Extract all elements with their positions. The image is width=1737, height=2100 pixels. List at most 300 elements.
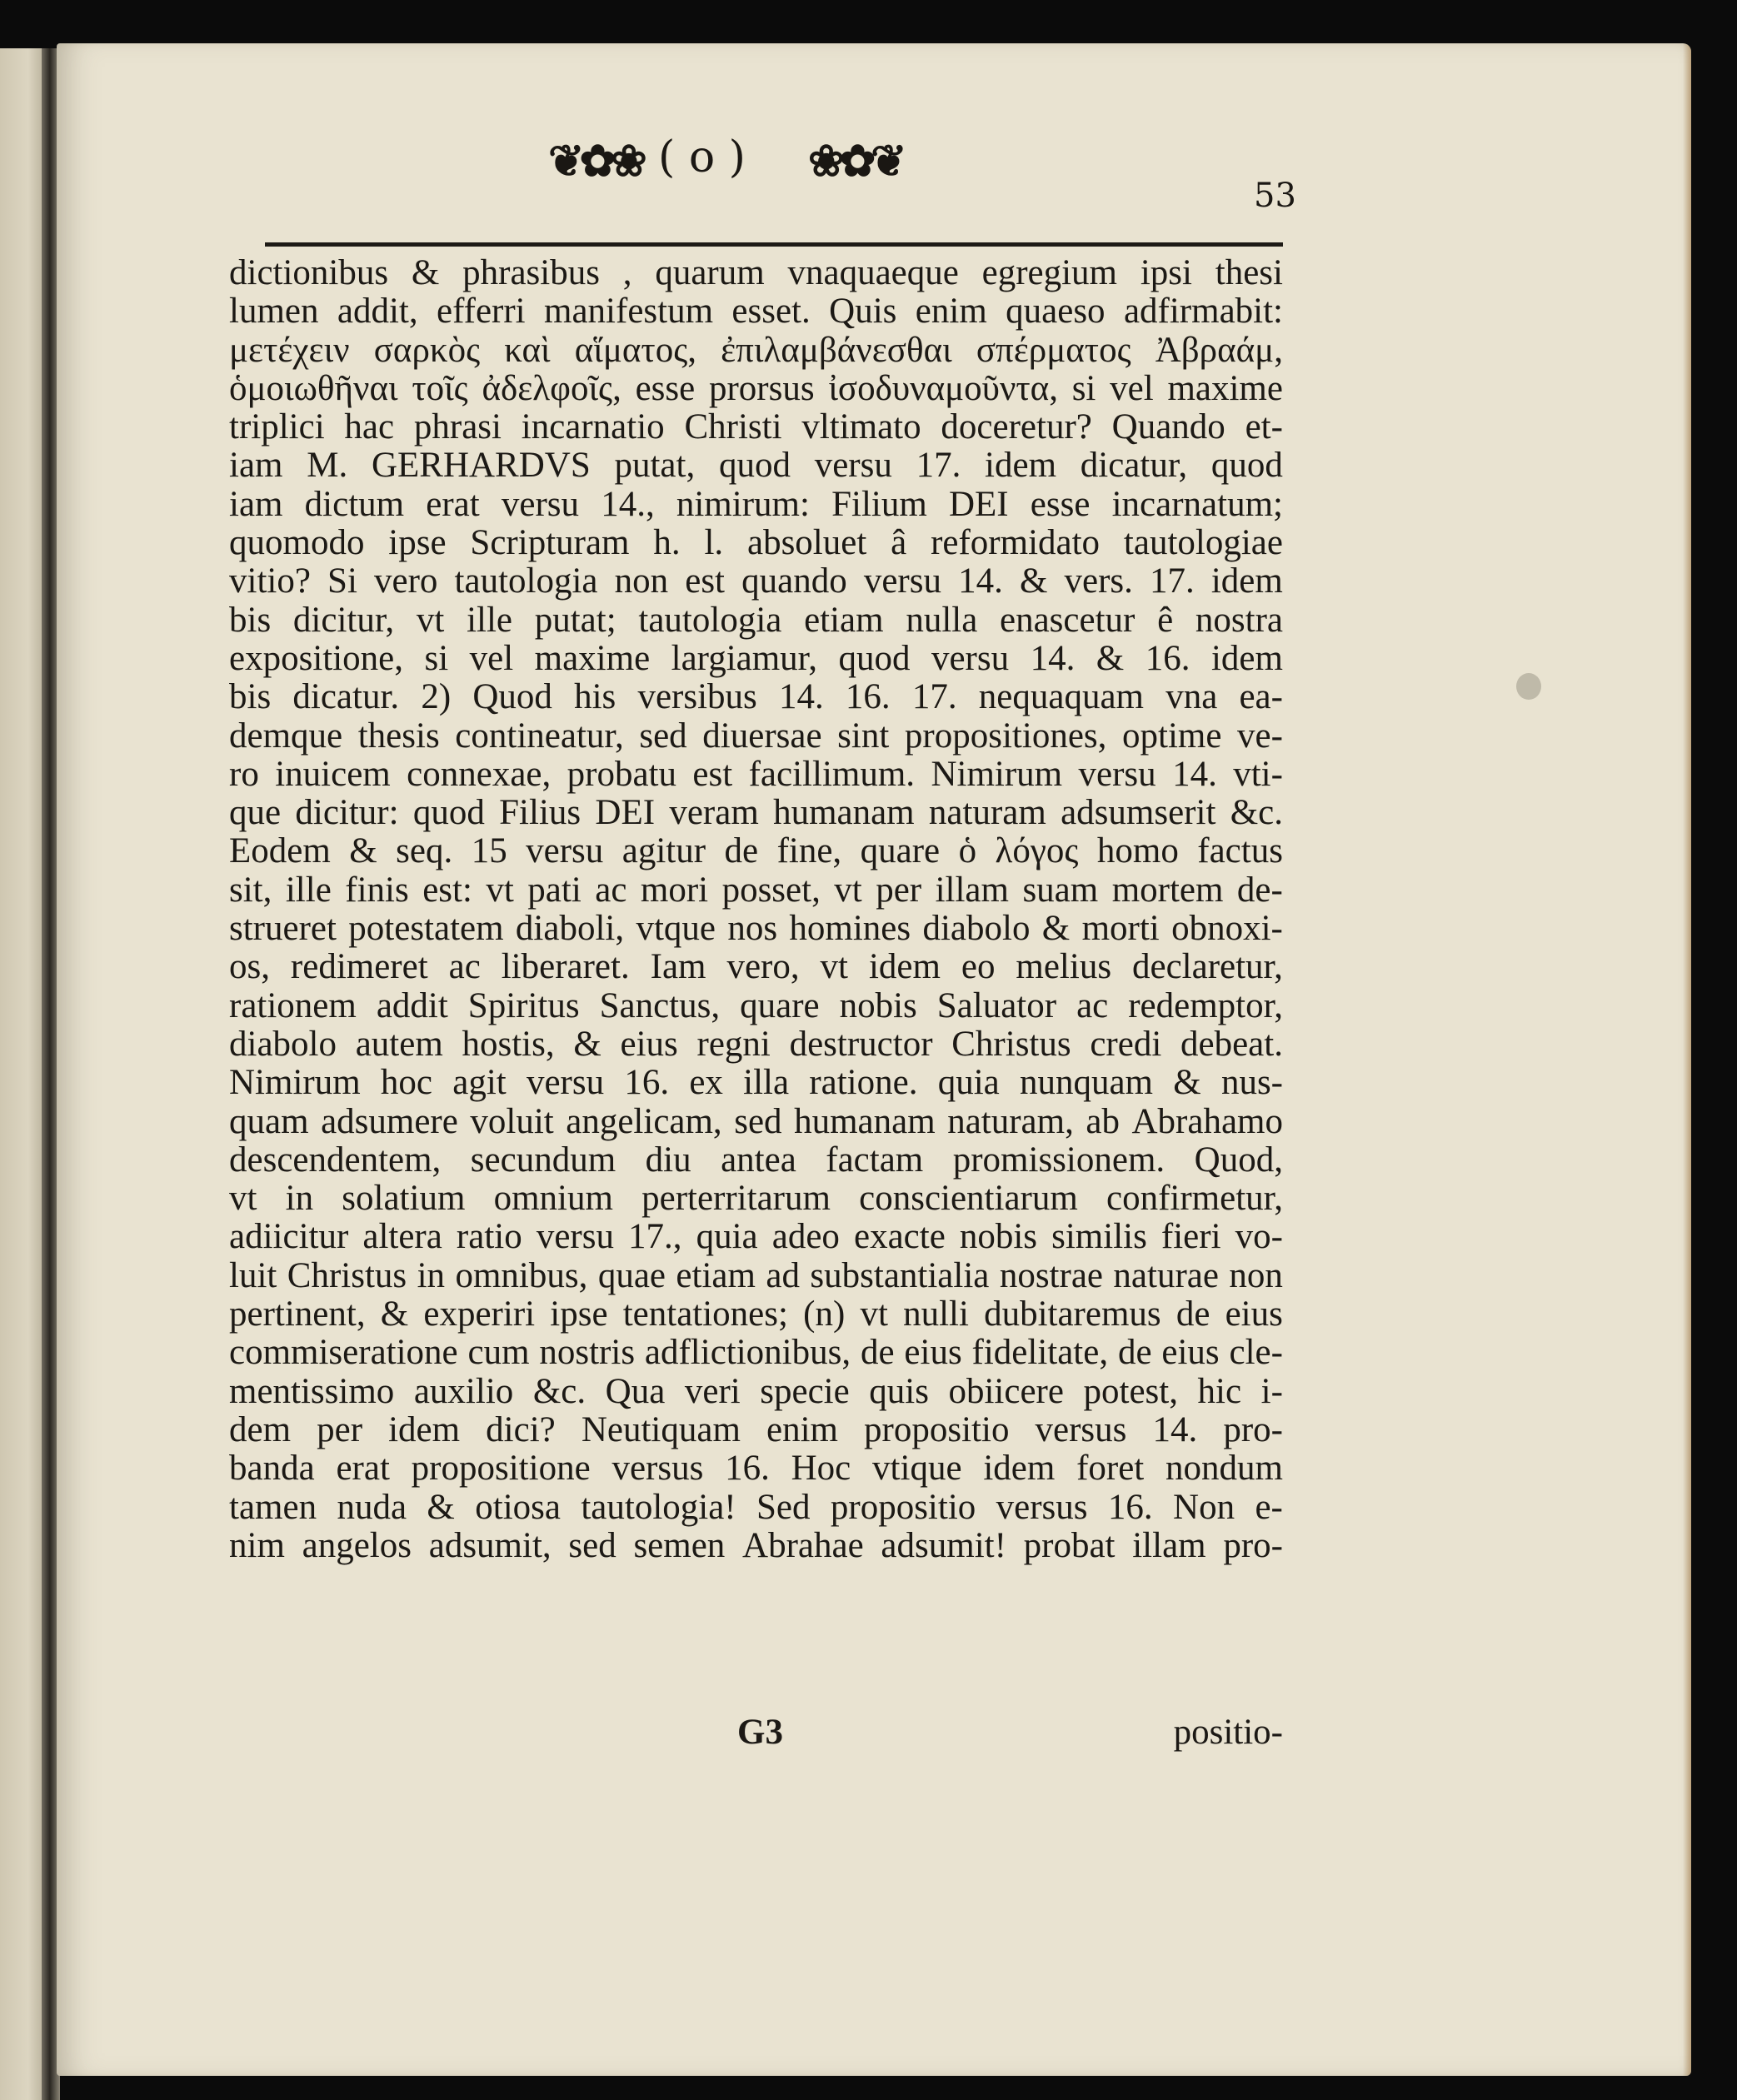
word: quare (860, 831, 941, 871)
word: ille (467, 600, 513, 640)
word: iam (229, 446, 283, 486)
word: vt (834, 870, 862, 910)
text-line (229, 871, 1283, 910)
word: propositiones, (904, 716, 1107, 756)
word: ἰσοδυναμοῦντα, (828, 368, 1058, 408)
word: illam (935, 870, 1009, 910)
word: idem (1210, 638, 1283, 678)
word: non (1229, 1255, 1283, 1295)
word: Scripturam (470, 523, 630, 563)
word: largiamur, (671, 638, 818, 678)
word: vti- (1233, 754, 1283, 794)
word: Non (1173, 1487, 1235, 1527)
word: cum (467, 1333, 530, 1373)
word: quis (869, 1371, 929, 1411)
word: Sed (756, 1487, 811, 1527)
word: ὁμοιωθῆναι (229, 368, 398, 408)
text-line (229, 1064, 1283, 1102)
word: confirmetur, (1106, 1179, 1283, 1219)
word: idem (1210, 561, 1283, 601)
word: de (1117, 1333, 1152, 1373)
word: DEI (948, 484, 1009, 524)
word: connexae, (407, 754, 552, 794)
word: mortem (1111, 870, 1224, 910)
word: nulli (903, 1294, 969, 1334)
word: &c. (1230, 793, 1283, 833)
word: , (622, 253, 632, 292)
word: ipsi (1140, 253, 1192, 292)
word: enim (915, 292, 987, 332)
page-edge-shading (1683, 43, 1691, 2076)
word: foret (1076, 1449, 1145, 1489)
word: σαρκὸς (373, 330, 481, 370)
word: versu (501, 484, 580, 524)
word: Qua (605, 1371, 666, 1411)
word: esse (1030, 484, 1091, 524)
word: tamen (229, 1487, 317, 1527)
text-line (229, 987, 1283, 1025)
word: illam (1132, 1525, 1206, 1565)
word: dem (229, 1409, 292, 1449)
word: thesi (1215, 253, 1283, 292)
word: morti (1081, 909, 1160, 949)
word: quod (838, 638, 911, 678)
word: i- (1260, 1371, 1283, 1411)
word: αἵματος, (574, 330, 696, 370)
word: quaeso (1006, 292, 1106, 332)
word: DEI (595, 793, 656, 833)
word: nequaquam (978, 677, 1144, 717)
word: e- (1255, 1487, 1283, 1527)
word: nus- (1220, 1063, 1283, 1103)
word: potest, (1083, 1371, 1178, 1411)
word: facillimum. (748, 754, 916, 794)
word: factus (1197, 831, 1283, 871)
word: omnibus, (455, 1255, 588, 1295)
word: diabolo (229, 1024, 337, 1064)
word: diaboli, (515, 909, 625, 949)
word: versu (536, 1217, 614, 1257)
word: auxilio (413, 1371, 514, 1411)
word: vt (820, 947, 848, 987)
text-line (229, 717, 1283, 756)
word: veram (669, 793, 759, 833)
word: σπέρματος (976, 330, 1131, 370)
word: etiam (676, 1255, 756, 1295)
word: nimirum: (676, 484, 810, 524)
word: dicitur: (295, 793, 399, 833)
text-line (229, 254, 1283, 292)
word: sed (639, 716, 687, 756)
word: vnaquaeque (787, 253, 959, 292)
word: adeo (771, 1217, 840, 1257)
word: dici? (486, 1409, 556, 1449)
word: tentationes; (622, 1294, 788, 1334)
word: putat, (614, 446, 696, 486)
text-line (229, 370, 1283, 408)
word: adiicitur (229, 1217, 349, 1257)
word: non (614, 561, 669, 601)
word: ipse (550, 1294, 608, 1334)
word: redimeret (290, 947, 428, 987)
word: Nimirum (931, 754, 1063, 794)
word: regni (696, 1024, 771, 1064)
word: maxime (534, 638, 651, 678)
word: 17. (916, 446, 961, 486)
word: nos (727, 909, 778, 949)
word: nim (229, 1525, 285, 1565)
word: τοῖς (412, 368, 468, 408)
header-ornament-left: ❦✿❀ (548, 136, 642, 187)
text-line (229, 1527, 1283, 1565)
word: versu (1078, 754, 1156, 794)
word: maxime (1167, 368, 1283, 408)
word: ac (1076, 985, 1109, 1025)
text-line (229, 1103, 1283, 1141)
word: expositione, (229, 638, 403, 678)
word: promissionem. (952, 1140, 1165, 1180)
word: obiicere (948, 1371, 1064, 1411)
text-line (229, 756, 1283, 794)
word: voluit (470, 1101, 554, 1141)
word: versus (1035, 1409, 1127, 1449)
word: diu (645, 1140, 691, 1180)
word: Filius (499, 793, 581, 833)
word: hostis, (462, 1024, 555, 1064)
text-line (229, 948, 1283, 986)
word: antea (721, 1140, 796, 1180)
word: propositio (864, 1409, 1010, 1449)
text-line (229, 1489, 1283, 1527)
word: contineatur, (455, 716, 624, 756)
word: vt (860, 1294, 888, 1334)
word: dictionibus (229, 253, 389, 292)
word: sed (734, 1101, 782, 1141)
word: 17. (1150, 561, 1195, 601)
text-line (229, 1449, 1283, 1488)
word: enascetur (1000, 600, 1136, 640)
word: declaretur, (1132, 947, 1283, 987)
text-line (229, 1411, 1283, 1449)
word: â (891, 523, 907, 563)
word: iam (229, 484, 283, 524)
word: versu (526, 1063, 605, 1103)
word: illa (743, 1063, 790, 1103)
word: suam (1022, 870, 1099, 910)
word: 16. (624, 1063, 670, 1103)
word: homo (1096, 831, 1179, 871)
word: Neutiquam (581, 1409, 741, 1449)
word: bis (229, 677, 272, 717)
word: lumen (229, 292, 319, 332)
word: egregium (981, 253, 1118, 292)
word: Spiritus (467, 985, 580, 1025)
word: doceretur? (941, 407, 1092, 447)
word: 16. (1107, 1487, 1153, 1527)
word: probatu (567, 754, 677, 794)
word: mentissimo (229, 1371, 395, 1411)
word: Christus (287, 1255, 407, 1295)
word: sit, (229, 870, 272, 910)
word: specie (760, 1371, 850, 1411)
word: triplici (229, 407, 325, 447)
word: in (417, 1255, 446, 1295)
word: & (427, 1487, 455, 1527)
word: pati (527, 870, 581, 910)
word: sed (568, 1525, 616, 1565)
word: perterritarum (641, 1179, 831, 1219)
word: debeat. (1180, 1024, 1283, 1064)
word: solatium (342, 1179, 466, 1219)
facing-page-edge (0, 48, 47, 2100)
word: cle- (1229, 1333, 1283, 1373)
word: quod (718, 446, 791, 486)
word: idem (985, 446, 1057, 486)
word: quia (696, 1217, 758, 1257)
text-line (229, 910, 1283, 948)
text-line (229, 1257, 1283, 1295)
word: hac (344, 407, 395, 447)
word: autem (355, 1024, 443, 1064)
word: & (380, 1294, 409, 1334)
word: versu (931, 638, 1010, 678)
text-line (229, 1025, 1283, 1064)
word: Si (327, 561, 357, 601)
word: vltimato (801, 407, 921, 447)
word: propositio (830, 1487, 976, 1527)
word: putat; (534, 600, 616, 640)
word: versu (526, 831, 604, 871)
word: GERHARDVS (371, 446, 591, 486)
header-page-mark: ( o ) (658, 132, 746, 182)
word: versibus (637, 677, 757, 717)
word: de (860, 1333, 895, 1373)
word: dicatur. (292, 677, 400, 717)
word: posset, (721, 870, 821, 910)
word: tautologiae (1123, 523, 1283, 563)
word: nostrae (999, 1255, 1103, 1295)
word: angelos (302, 1525, 412, 1565)
word: Filium (831, 484, 927, 524)
word: thesis (357, 716, 440, 756)
word: 16. (1145, 638, 1190, 678)
text-line (229, 832, 1283, 870)
word: bis (229, 600, 272, 640)
word: ex (689, 1063, 723, 1103)
word: 14. (778, 677, 824, 717)
word: propositione (411, 1449, 591, 1489)
word: Saluator (936, 985, 1057, 1025)
word: strueret (229, 909, 337, 949)
word: est (685, 561, 726, 601)
word: adfirmabit: (1123, 292, 1283, 332)
text-line (229, 1141, 1283, 1180)
word: λόγος (995, 831, 1079, 871)
word: pertinent, (229, 1294, 366, 1334)
word: nunquam (1019, 1063, 1154, 1103)
word: Sanctus, (599, 985, 721, 1025)
word: Christus (951, 1024, 1071, 1064)
word: Quod (472, 677, 552, 717)
word: seq. (396, 831, 453, 871)
word: finis (345, 870, 409, 910)
word: nondum (1165, 1449, 1283, 1489)
word: quomodo (229, 523, 365, 563)
word: eius (1225, 1294, 1283, 1334)
word: incarnatum; (1111, 484, 1283, 524)
word: adflictionibus, (644, 1333, 851, 1373)
word: ve- (1237, 716, 1283, 756)
word: fine, (776, 831, 842, 871)
word: probat (1023, 1525, 1116, 1565)
word: est: (422, 870, 472, 910)
word: descendentem, (229, 1140, 442, 1180)
word: reformidato (931, 523, 1101, 563)
word: nuda (337, 1487, 407, 1527)
word: quare (740, 985, 820, 1025)
word: hoc (380, 1063, 432, 1103)
running-header (208, 129, 1291, 196)
word: naturam (928, 793, 1046, 833)
header-ornament-right: ❀✿❦ (808, 136, 902, 187)
text-line (229, 794, 1283, 832)
word: Quando (1111, 407, 1225, 447)
word: luit (229, 1255, 277, 1295)
word: & (573, 1024, 601, 1064)
word: inuicem (275, 754, 391, 794)
text-line (229, 446, 1283, 485)
text-line (229, 1218, 1283, 1256)
word: dicitur, (292, 600, 395, 640)
word: esse (635, 368, 696, 408)
word: Eodem (229, 831, 331, 871)
word: μετέχειν (229, 330, 350, 370)
word: addit, (337, 292, 418, 332)
word: conscientiarum (859, 1179, 1078, 1219)
word: nostra (1195, 600, 1283, 640)
word: Nimirum (229, 1063, 361, 1103)
word: ad (766, 1255, 800, 1295)
word: Abrahae (742, 1525, 864, 1565)
word: naturam, (947, 1101, 1074, 1141)
word: quando (741, 561, 847, 601)
word: liberaret. (501, 947, 630, 987)
word: adsumserit (1061, 793, 1216, 833)
word: ipse (388, 523, 447, 563)
word: dictum (304, 484, 405, 524)
word: Quis (829, 292, 897, 332)
word: nobis (959, 1217, 1038, 1257)
word: quod (412, 793, 485, 833)
word: substantialia (810, 1255, 990, 1295)
word: banda (229, 1449, 315, 1489)
word: omnium (493, 1179, 613, 1219)
word: vero, (726, 947, 800, 987)
word: 17. (911, 677, 957, 717)
catchword: positio- (1173, 1713, 1283, 1752)
word: manifestum (544, 292, 714, 332)
word: quae (597, 1255, 666, 1295)
word: rationem (229, 985, 357, 1025)
word: idem (868, 947, 941, 987)
word: angelicam, (566, 1101, 722, 1141)
word: ab (1086, 1101, 1120, 1141)
word: incarnatio (521, 407, 665, 447)
word: credi (1090, 1024, 1162, 1064)
word: & (411, 253, 440, 292)
word: quarum (655, 253, 765, 292)
text-line (229, 640, 1283, 678)
word: addit (376, 985, 448, 1025)
word: quod (1210, 446, 1283, 486)
word: factam (826, 1140, 924, 1180)
word: 14. (1172, 754, 1217, 794)
word: idem (983, 1449, 1056, 1489)
word: 17., (628, 1217, 682, 1257)
word: otiosa (475, 1487, 561, 1527)
word: semen (633, 1525, 726, 1565)
word: si (424, 638, 449, 678)
word: agit (452, 1063, 507, 1103)
word: humanam (773, 793, 915, 833)
word: versu (814, 446, 892, 486)
word: fieri (1160, 1217, 1221, 1257)
word: potestatem (348, 909, 504, 949)
word: vers. (1064, 561, 1133, 601)
word: que (229, 793, 282, 833)
word: (n) (803, 1294, 846, 1334)
word: melius (1016, 947, 1112, 987)
word: h. (653, 523, 681, 563)
text-line (229, 524, 1283, 562)
text-line (229, 292, 1283, 331)
word: 14. (958, 561, 1003, 601)
word: Quod, (1194, 1140, 1283, 1180)
word: vtque (636, 909, 716, 949)
word: vtique (872, 1449, 962, 1489)
word: per (317, 1409, 363, 1449)
word: optime (1122, 716, 1222, 756)
word: secundum (470, 1140, 616, 1180)
word: eius (1161, 1333, 1220, 1373)
word: destructor (789, 1024, 933, 1064)
word: 14., (601, 484, 655, 524)
word: de- (1236, 870, 1283, 910)
word: experiri (423, 1294, 536, 1334)
text-line (229, 1373, 1283, 1411)
word: altera (362, 1217, 442, 1257)
text-line (229, 486, 1283, 524)
word: ratione. (809, 1063, 918, 1103)
text-line (229, 562, 1283, 601)
word: ἀδελφοῖς, (482, 368, 621, 408)
word: fidelitate, (971, 1333, 1109, 1373)
word: vna (1165, 677, 1218, 717)
word: 16. (725, 1449, 770, 1489)
word: & (349, 831, 377, 871)
header-rule (265, 242, 1283, 247)
word: ἐπιλαμβάνεσθαι (721, 330, 952, 370)
word: vt (416, 600, 445, 640)
word: commiseratione (229, 1333, 458, 1373)
word: &c. (532, 1371, 586, 1411)
word: 2) (421, 677, 452, 717)
word: et- (1245, 407, 1283, 447)
word: dicatur, (1080, 446, 1188, 486)
word: exacte (853, 1217, 946, 1257)
word: 14. (1152, 1409, 1198, 1449)
word: ac (595, 870, 627, 910)
